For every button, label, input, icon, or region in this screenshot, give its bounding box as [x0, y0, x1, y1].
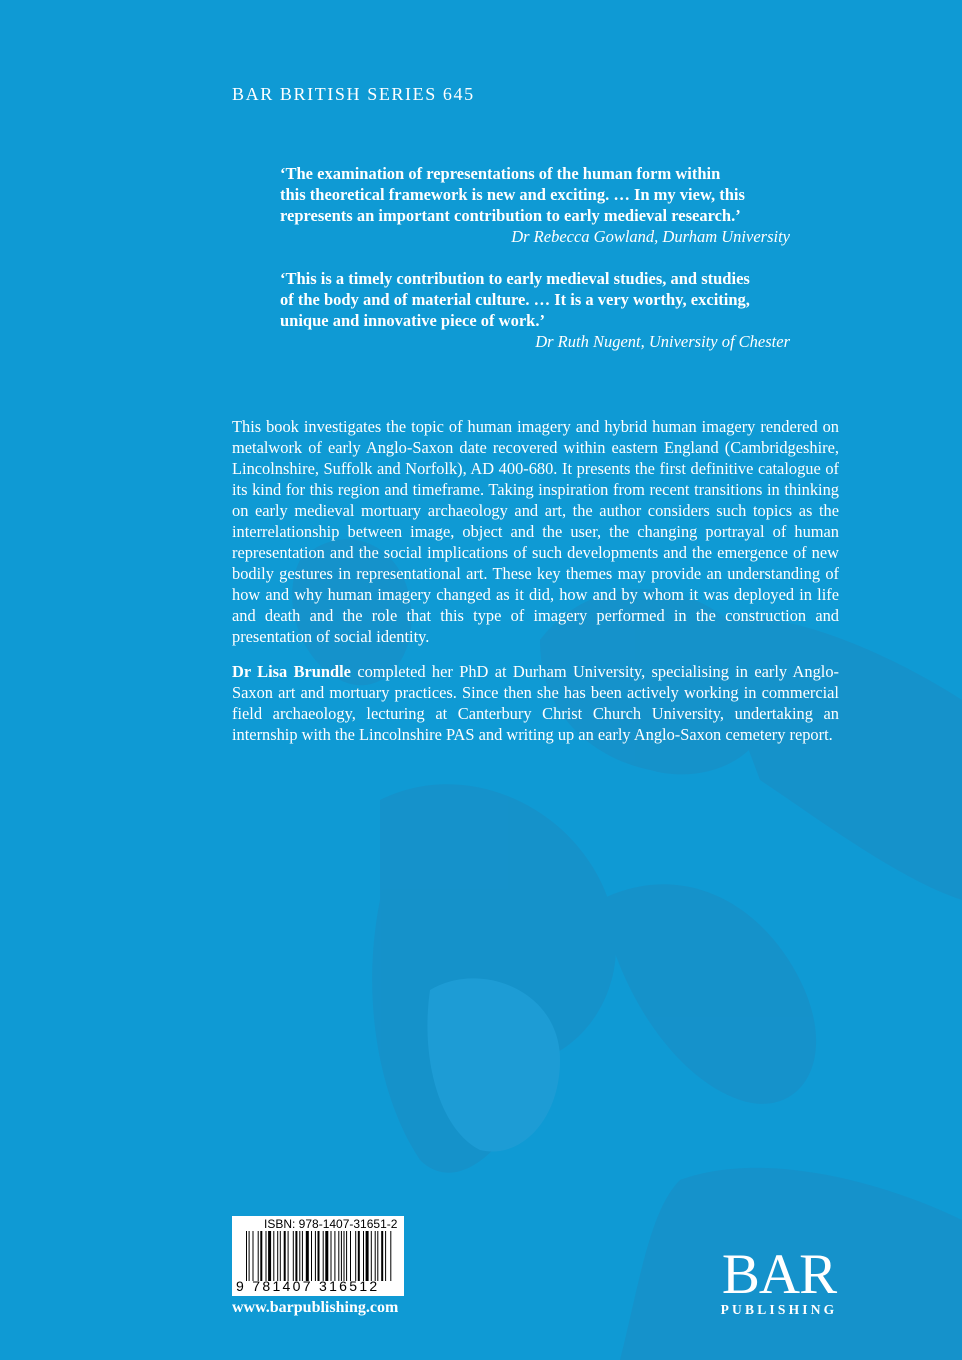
barcode-bar	[268, 1231, 271, 1281]
barcode-bar	[338, 1231, 339, 1281]
logo-main: BAR	[721, 1243, 837, 1306]
barcode-bar	[323, 1231, 324, 1281]
barcode-bar	[363, 1231, 364, 1281]
barcode-bar	[331, 1231, 332, 1281]
barcode-bar	[318, 1231, 320, 1281]
barcode-bar	[385, 1231, 386, 1281]
barcode-bar	[273, 1231, 274, 1281]
barcode-bar	[358, 1231, 360, 1281]
logo-sub: PUBLISHING	[720, 1302, 838, 1317]
barcode-bar	[341, 1231, 342, 1281]
barcode-bar	[377, 1231, 378, 1281]
barcode-bar	[375, 1231, 376, 1281]
review-quote	[280, 163, 800, 247]
barcode-bar	[344, 1231, 345, 1281]
isbn-label: ISBN: 978-1407-31651-2	[264, 1217, 398, 1231]
author-bio-text: completed her PhD at Durham University, specialising in early Anglo-Saxon art and mortuary practices. Since then she has been actively working in commercial field archaeology, lecturing at Canterbury Christ Church University, undertaking an internship with the Lincolnshire PAS and writing up an early Anglo-Saxon cemetery report.	[232, 662, 839, 744]
book-description	[232, 416, 839, 759]
barcode-bar	[390, 1231, 391, 1281]
publisher-url[interactable]: www.barpublishing.com	[232, 1299, 399, 1316]
barcode-bar	[277, 1231, 278, 1281]
barcode-bar	[288, 1231, 289, 1281]
barcode-bar	[293, 1231, 294, 1281]
barcode-bar	[325, 1231, 328, 1281]
barcode-bar	[350, 1231, 351, 1281]
barcode-bars	[240, 1231, 398, 1281]
barcode-bar	[258, 1231, 259, 1281]
quote-text: ‘This is a timely contribution to early medieval studies, and studies of the body and of material culture. … It is a very worthy, exciting, unique and innovative piece of work.’	[280, 269, 750, 330]
barcode-bar	[355, 1231, 356, 1281]
bar-publishing-logo	[712, 1243, 846, 1318]
barcode-bar	[295, 1231, 297, 1281]
barcode-bar	[366, 1231, 369, 1281]
barcode-bar	[315, 1231, 316, 1281]
barcode-digits: 9 781407 316512	[236, 1278, 380, 1294]
description-text: This book investigates the topic of human imagery and hybrid human imagery rendered on metalwork of early Anglo-Saxon date recovered within eastern England (Cambridgeshire, Lincolnshire, Suffolk and Norfolk), AD 400-680. It presents the first definitive catalogue of its kind for this region and timeframe. Taking inspiration from recent transitions in thinking on early medieval mortuary archaeology and art, the author considers such topics as the interrelationship between image, object and the user, the changing portrayal of human representation and the social implications of such developments and the emergence of new bodily gestures in representational art. These key themes may provide an understanding of how and why human imagery changed as it did, how and by whom it was deployed in life and death and the role that this type of imagery performed in the construction and presentation of social identity.	[232, 417, 839, 646]
review-quote	[280, 268, 800, 352]
barcode-bar	[346, 1231, 347, 1281]
barcode-bar	[266, 1231, 267, 1281]
barcode-bar	[280, 1231, 281, 1281]
barcode-bar	[302, 1231, 303, 1281]
barcode-bar	[334, 1231, 335, 1281]
author-bio	[232, 661, 839, 745]
barcode-bar	[260, 1231, 262, 1281]
quote-attribution: Dr Rebecca Gowland, Durham University	[511, 227, 790, 246]
barcode-bar	[249, 1231, 250, 1281]
barcode-bar	[311, 1231, 312, 1281]
barcode-bar	[284, 1231, 286, 1281]
barcode-bar	[371, 1231, 372, 1281]
barcode-bar	[253, 1231, 254, 1281]
author-name: Dr Lisa Brundle	[232, 662, 351, 681]
barcode-bar	[306, 1231, 309, 1281]
series-title: BAR BRITISH SERIES 645	[232, 84, 475, 104]
barcode-bar	[299, 1231, 300, 1281]
quote-attribution: Dr Ruth Nugent, University of Chester	[535, 332, 790, 351]
barcode-bar	[381, 1231, 383, 1281]
isbn-barcode	[232, 1216, 404, 1296]
quote-text: ‘The examination of representations of the human form within this theoretical framework is new and exciting. … In my view, this represents an important contribution to early medieval research.’	[280, 164, 745, 225]
barcode-bar	[246, 1231, 247, 1281]
